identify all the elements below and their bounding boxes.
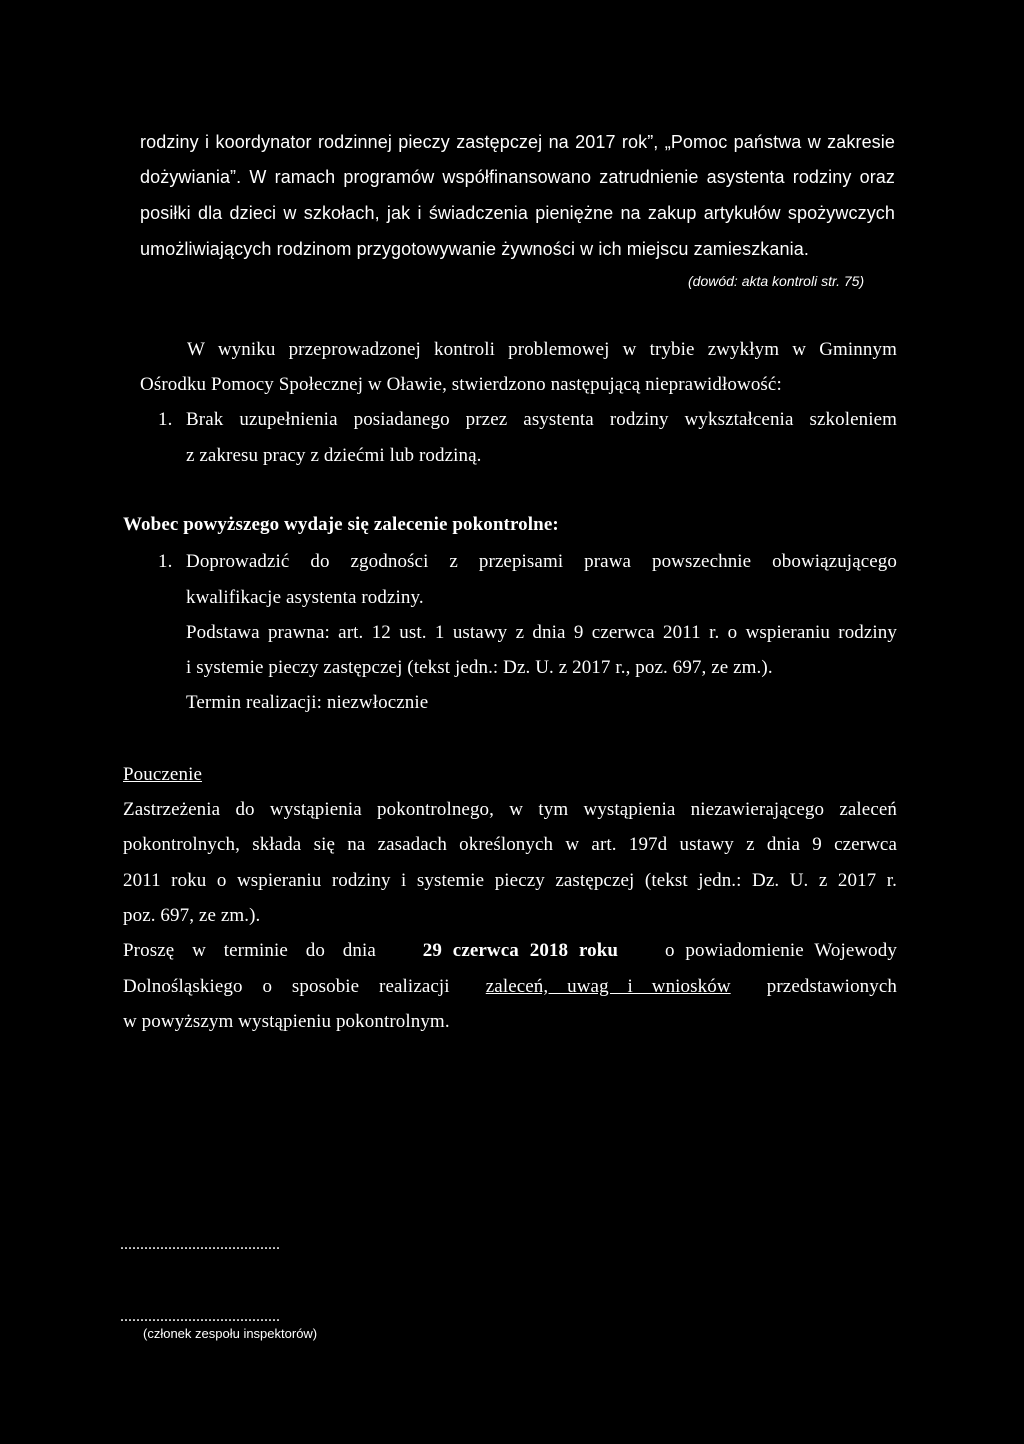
signature-line-1: ........................................ bbox=[120, 1236, 280, 1253]
instruction-p1-line-3: 2011 roku o wspieraniu rodziny i systemie pieczy zastępczej (tekst jedn.: Dz. U. z 2017 r. bbox=[123, 870, 897, 891]
finding-item-number: 1. bbox=[158, 409, 173, 430]
legal-basis-line-2: i systemie pieczy zastępczej (tekst jedn.: Dz. U. z 2017 r., poz. 697, ze zm.). bbox=[186, 657, 773, 678]
evidence-reference: (dowód: akta kontroli str. 75) bbox=[688, 273, 865, 289]
intro-line-1: rodziny i koordynator rodzinnej pieczy zastępczej na 2017 rok”, „Pomoc państwa w zakresie bbox=[140, 132, 895, 152]
deadline-date: 29 czerwca 2018 roku bbox=[422, 940, 619, 961]
instruction-p2-l1-c: o powiadomienie Wojewody bbox=[664, 940, 897, 961]
instruction-p2-line-2 bbox=[123, 977, 897, 996]
recommendation-item-line-1: Doprowadzić do zgodności z przepisami prawa powszechnie obowiązującego bbox=[186, 551, 897, 572]
deadline: Termin realizacji: niezwłocznie bbox=[186, 692, 429, 713]
intro-line-3: posiłki dla dzieci w szkołach, jak i świadczenia pieniężne na zakup artykułów spożywczych bbox=[140, 203, 895, 223]
instruction-p1-line-1: Zastrzeżenia do wystąpienia pokontrolnego, w tym wystąpienia niezawierającego zaleceń bbox=[123, 799, 897, 820]
instruction-p2-l2-c: przedstawionych bbox=[766, 976, 897, 997]
instruction-heading: Pouczenie bbox=[123, 764, 202, 785]
instruction-p2-l2-b: zaleceń, uwag i wniosków bbox=[485, 976, 731, 997]
recommendation-item-number: 1. bbox=[158, 551, 173, 572]
instruction-p2-line-3: w powyższym wystąpieniu pokontrolnym. bbox=[123, 1011, 450, 1032]
legal-basis-line-1: Podstawa prawna: art. 12 ust. 1 ustawy z dnia 9 czerwca 2011 r. o wspieraniu rodziny bbox=[186, 622, 897, 643]
recommendation-heading: Wobec powyższego wydaje się zalecenie pokontrolne: bbox=[123, 514, 559, 535]
findings-line-1: W wyniku przeprowadzonej kontroli problemowej w trybie zwykłym w Gminnym bbox=[187, 339, 897, 360]
recommendation-item-line-2: kwalifikacje asystenta rodziny. bbox=[186, 587, 424, 608]
signature-caption: (członek zespołu inspektorów) bbox=[143, 1326, 318, 1341]
finding-item-line-2: z zakresu pracy z dziećmi lub rodziną. bbox=[186, 445, 482, 466]
findings-line-2: Ośrodku Pomocy Społecznej w Oławie, stwierdzono następującą nieprawidłowość: bbox=[140, 374, 782, 395]
instruction-p2-l1-a: Proszę w terminie do dnia bbox=[123, 940, 376, 961]
signature-line-2: ........................................ bbox=[120, 1308, 280, 1325]
finding-item-line-1: Brak uzupełnienia posiadanego przez asystenta rodziny wykształcenia szkoleniem bbox=[186, 409, 897, 430]
instruction-p1-line-4: poz. 697, ze zm.). bbox=[123, 905, 261, 926]
intro-line-4: umożliwiających rodzinom przygotowywanie żywności w ich miejscu zamieszkania. bbox=[140, 239, 809, 259]
instruction-p2-l2-a: Dolnośląskiego o sposobie realizacji bbox=[123, 976, 450, 997]
instruction-p2-line-1 bbox=[123, 941, 897, 960]
intro-line-2: dożywiania”. W ramach programów współfinansowano zatrudnienie asystenta rodziny oraz bbox=[140, 167, 895, 187]
instruction-p1-line-2: pokontrolnych, składa się na zasadach określonych w art. 197d ustawy z dnia 9 czerwca bbox=[123, 834, 897, 855]
